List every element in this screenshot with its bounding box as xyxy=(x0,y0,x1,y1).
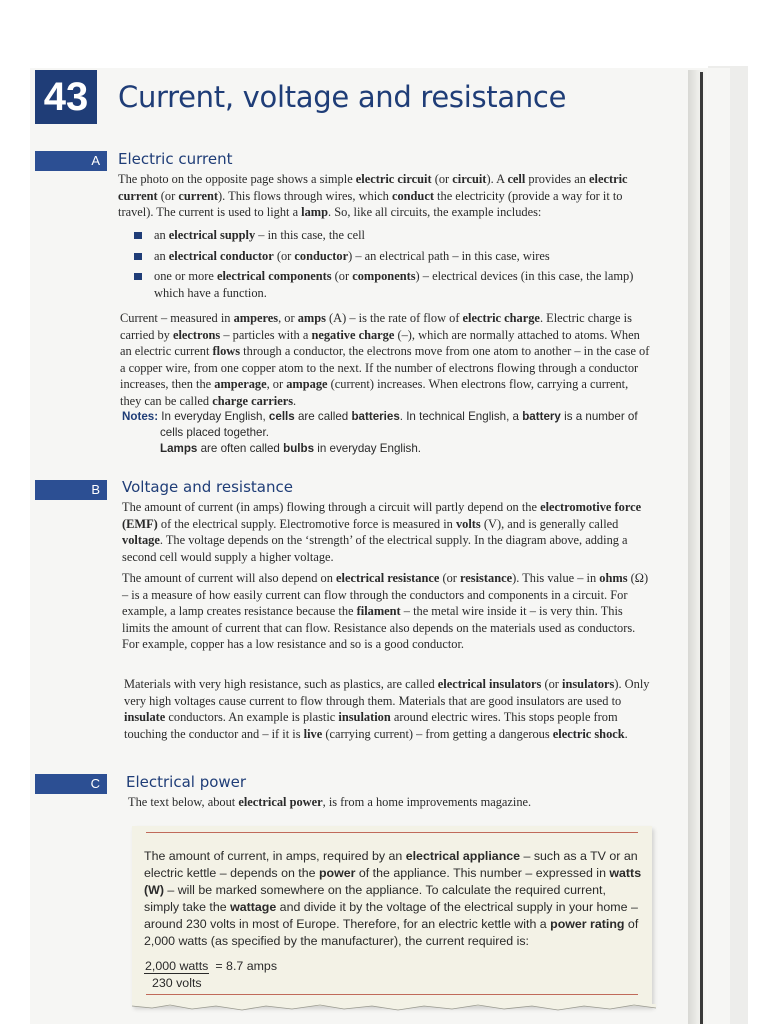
book-spine-shadow xyxy=(688,70,708,1024)
square-bullet-icon xyxy=(134,232,142,239)
notes-label: Notes: xyxy=(122,410,159,423)
bullet-text: an electrical supply – in this case, the cell xyxy=(154,228,365,242)
formula-denominator: 230 volts xyxy=(152,976,202,990)
square-bullet-icon xyxy=(134,273,142,280)
box-top-rule xyxy=(146,832,638,833)
note-2: Lamps are often called bulbs in everyday English. xyxy=(160,442,422,455)
section-b-paragraph-2: The amount of current will also depend on electrical resistance (or resistance). This value – in ohms (Ω) – is a measure of how easily current can flow through the conductors and components in a circuit. For example, a lamp creates resistance because the filament – the metal wire inside it – is very thin. This limits the amount of current that can flow. Resistance also depends on the materials used as conductors. For example, copper has a low resistance and so is a good conductor. xyxy=(122,571,649,652)
section-a-tab: A xyxy=(35,151,107,171)
section-b-heading: Voltage and resistance xyxy=(122,478,293,496)
bullet-item xyxy=(132,227,652,244)
unit-title: Current, voltage and resistance xyxy=(118,80,567,114)
magazine-extract-text: The amount of current, in amps, required by an electrical appliance – such as a TV or an electric kettle – depends on the power of the appliance. This number – expressed in watts (W) – will be marked somewhere on the appliance. To calculate the required current, simply take the wattage and divide it by the voltage of the electrical supply in your home – around 230 volts in most of Europe. Therefore, for an electric kettle with a power rating of 2,000 watts (as specified by the manufacturer), the current required is: xyxy=(144,849,642,948)
section-a-paragraph-1: The photo on the opposite page shows a simple electric circuit (or circuit). A cell provides an electric current (or current). This flows through wires, which conduct the electricity (provide a way for it to travel). The current is used to light a lamp. So, like all circuits, the example includes: xyxy=(118,172,628,220)
formula-numerator: 2,000 watts xyxy=(145,959,209,973)
section-b-tab: B xyxy=(35,480,107,500)
section-c-intro: The text below, about electrical power, is from a home improvements magazine. xyxy=(128,795,532,809)
section-b-paragraph-1: The amount of current (in amps) flowing through a circuit will partly depend on the electromotive force (EMF) of the electrical supply. Electromotive force is measured in volts (V), and is generally called voltage. The voltage depends on the ‘strength’ of the electrical supply. In the diagram above, adding a second cell would supply a higher voltage. xyxy=(122,500,642,564)
magazine-extract-box xyxy=(132,826,652,1006)
section-c-heading: Electrical power xyxy=(126,773,247,791)
formula-result: = 8.7 amps xyxy=(215,959,278,973)
section-b-paragraph-3: Materials with very high resistance, such as plastics, are called electrical insulators (or insulators). Only very high voltages cause current to flow through them. Materials that are good insulators are used to insulate conductors. An example is plastic insulation around electric wires. This stops people from touching the conductor and – if it is live (carrying current) – from getting a dangerous electric shock. xyxy=(124,677,650,741)
unit-number-badge: 43 xyxy=(35,70,97,124)
book-spine-line xyxy=(700,72,703,1024)
bullet-item xyxy=(132,248,652,265)
note-1: In everyday English, cells are called batteries. In technical English, a battery is a number of xyxy=(158,410,638,423)
current-formula xyxy=(144,959,277,990)
section-c-tab: C xyxy=(35,774,107,794)
bullet-text: an electrical conductor (or conductor) – an electrical path – in this case, wires xyxy=(154,248,550,263)
section-a-heading: Electric current xyxy=(118,150,233,168)
note-1-continued: cells placed together. xyxy=(160,426,269,439)
bullet-text: one or more electrical components (or components) – electrical devices (in this case, the lamp) which have a function. xyxy=(154,269,634,300)
section-a-notes xyxy=(122,409,652,457)
section-a-paragraph-2: Current – measured in amperes, or amps (A) – is the rate of flow of electric charge. Electric charge is carried by electrons – particles with a negative charge (–), which are normally attached to atoms. When an electric current flows through a conductor, the electrons move from one atom to another – in the case of a copper wire, from one copper atom to the next. If the number of electrons flowing through a conductor increases, then the amperage, or ampage (current) increases. When electrons flow, carrying a current, they can be called charge carriers. xyxy=(120,311,650,408)
bullet-item xyxy=(132,268,652,301)
box-bottom-rule xyxy=(146,994,638,995)
square-bullet-icon xyxy=(134,253,142,260)
section-a-bullet-list xyxy=(132,227,652,305)
torn-edge xyxy=(132,1004,656,1012)
